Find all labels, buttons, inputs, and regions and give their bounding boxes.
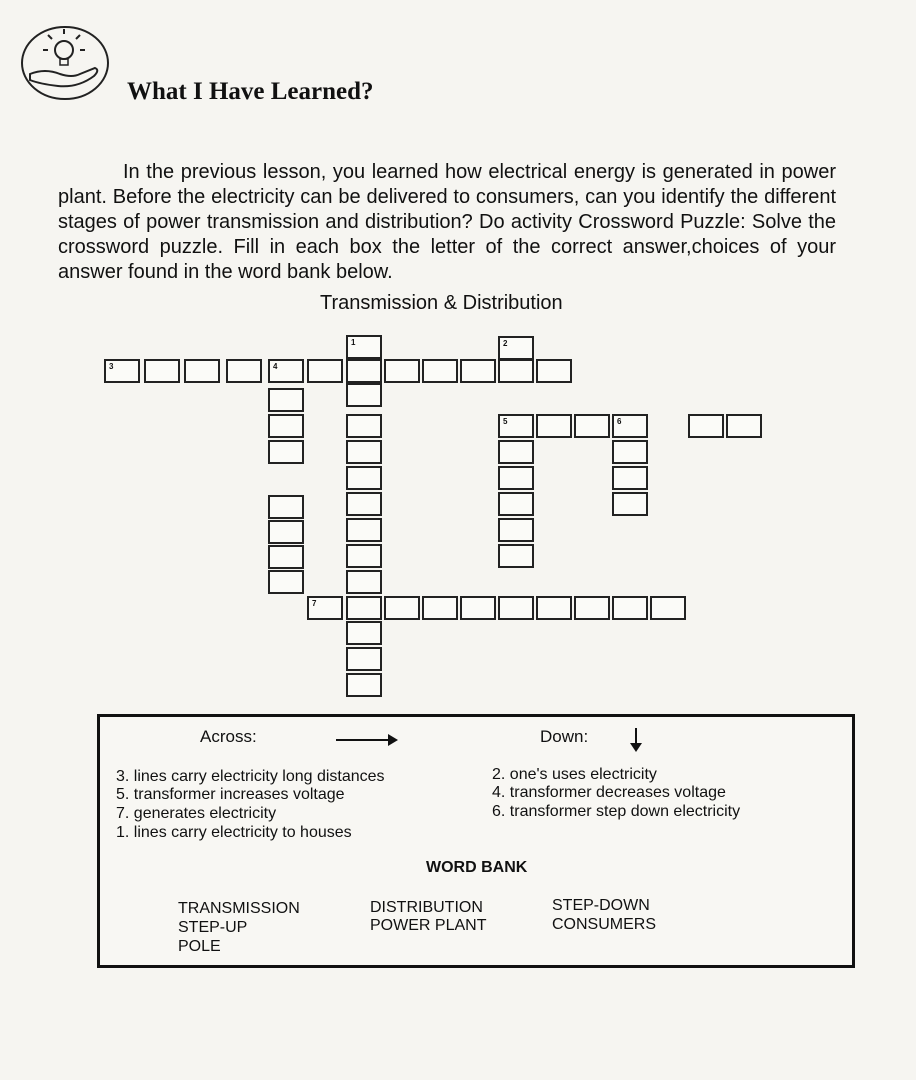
crossword-cell[interactable]: 7 xyxy=(307,596,343,620)
crossword-cell[interactable] xyxy=(346,647,382,671)
across-clue: 1. lines carry electricity to houses xyxy=(116,824,352,841)
word-bank-item: POLE xyxy=(178,938,221,955)
word-bank-item: DISTRIBUTION xyxy=(370,899,483,916)
crossword-cell[interactable] xyxy=(184,359,220,383)
across-clue: 3. lines carry electricity long distances xyxy=(116,768,385,785)
crossword-cell[interactable]: 3 xyxy=(104,359,140,383)
crossword-cell[interactable] xyxy=(346,466,382,490)
crossword-cell[interactable] xyxy=(268,570,304,594)
crossword-cell[interactable] xyxy=(422,596,458,620)
word-bank-item: STEP-DOWN xyxy=(552,897,650,914)
word-bank-item: CONSUMERS xyxy=(552,916,657,933)
crossword-cell[interactable]: 1 xyxy=(346,335,382,359)
crossword-cell[interactable] xyxy=(498,466,534,490)
crossword-cell[interactable] xyxy=(460,359,496,383)
crossword-cell[interactable] xyxy=(346,570,382,594)
crossword-cell[interactable] xyxy=(574,596,610,620)
crossword-cell[interactable] xyxy=(268,520,304,544)
crossword-cell[interactable] xyxy=(268,414,304,438)
across-clue: 5. transformer increases voltage xyxy=(116,786,345,803)
crossword-cell[interactable] xyxy=(726,414,762,438)
crossword-cell[interactable] xyxy=(346,518,382,542)
word-bank-item: POWER PLANT xyxy=(370,917,487,934)
crossword-cell[interactable] xyxy=(307,359,343,383)
crossword-cell[interactable] xyxy=(346,383,382,407)
crossword-cell[interactable] xyxy=(422,359,458,383)
down-clue: 4. transformer decreases voltage xyxy=(492,784,726,801)
crossword-cell[interactable] xyxy=(346,440,382,464)
crossword-cell[interactable] xyxy=(346,544,382,568)
word-bank-item: STEP-UP xyxy=(178,919,248,936)
down-clue: 6. transformer step down electricity xyxy=(492,803,741,820)
crossword-cell[interactable] xyxy=(536,596,572,620)
crossword-cell[interactable] xyxy=(268,545,304,569)
crossword-cell[interactable] xyxy=(346,596,382,620)
crossword-cell[interactable] xyxy=(688,414,724,438)
down-clue: 2. one's uses electricity xyxy=(492,766,657,783)
down-header: Down: xyxy=(540,727,589,746)
crossword-cell[interactable] xyxy=(268,495,304,519)
crossword-cell[interactable] xyxy=(536,414,572,438)
crossword-cell[interactable] xyxy=(346,492,382,516)
crossword-cell[interactable] xyxy=(346,621,382,645)
crossword-cell[interactable] xyxy=(498,544,534,568)
crossword-cell[interactable] xyxy=(268,440,304,464)
intro-paragraph: In the previous lesson, you learned how electrical energy is generated in power plant. Before the electricity can be delivered to consumers, can you identify the different stages of power transmission and distribution? Do activity Crossword Puzzle: Solve the crossword puzzle. Fill in each box the letter of the correct answer,choices of your answer found in the word bank below. xyxy=(58,161,836,283)
crossword-cell[interactable] xyxy=(346,673,382,697)
crossword-cell[interactable]: 4 xyxy=(268,359,304,383)
crossword-cell[interactable] xyxy=(384,596,420,620)
across-header: Across: xyxy=(200,727,257,746)
lightbulb-hand-logo-icon xyxy=(20,24,110,102)
crossword-cell[interactable] xyxy=(612,492,648,516)
crossword-cell[interactable] xyxy=(346,414,382,438)
arrow-right-icon xyxy=(336,739,396,741)
crossword-cell[interactable] xyxy=(268,388,304,412)
crossword-cell[interactable] xyxy=(460,596,496,620)
crossword-cell[interactable] xyxy=(498,518,534,542)
crossword-cell[interactable] xyxy=(612,440,648,464)
crossword-cell[interactable] xyxy=(346,359,382,383)
clues-box xyxy=(97,714,855,968)
crossword-cell[interactable] xyxy=(612,466,648,490)
arrow-down-icon xyxy=(635,728,637,748)
crossword-cell[interactable] xyxy=(536,359,572,383)
crossword-cell[interactable] xyxy=(650,596,686,620)
puzzle-subtitle: Transmission & Distribution xyxy=(320,292,563,314)
page-title: What I Have Learned? xyxy=(127,78,374,105)
crossword-cell[interactable] xyxy=(498,596,534,620)
crossword-cell[interactable]: 2 xyxy=(498,336,534,360)
crossword-cell[interactable] xyxy=(498,492,534,516)
crossword-cell[interactable]: 6 xyxy=(612,414,648,438)
crossword-cell[interactable] xyxy=(612,596,648,620)
crossword-cell[interactable]: 5 xyxy=(498,414,534,438)
crossword-cell[interactable] xyxy=(498,440,534,464)
crossword-cell[interactable] xyxy=(498,359,534,383)
crossword-cell[interactable] xyxy=(384,359,420,383)
crossword-cell[interactable] xyxy=(144,359,180,383)
crossword-cell[interactable] xyxy=(226,359,262,383)
word-bank-title: WORD BANK xyxy=(426,859,528,876)
crossword-cell[interactable] xyxy=(574,414,610,438)
word-bank-item: TRANSMISSION xyxy=(178,900,300,917)
across-clue: 7. generates electricity xyxy=(116,805,277,822)
